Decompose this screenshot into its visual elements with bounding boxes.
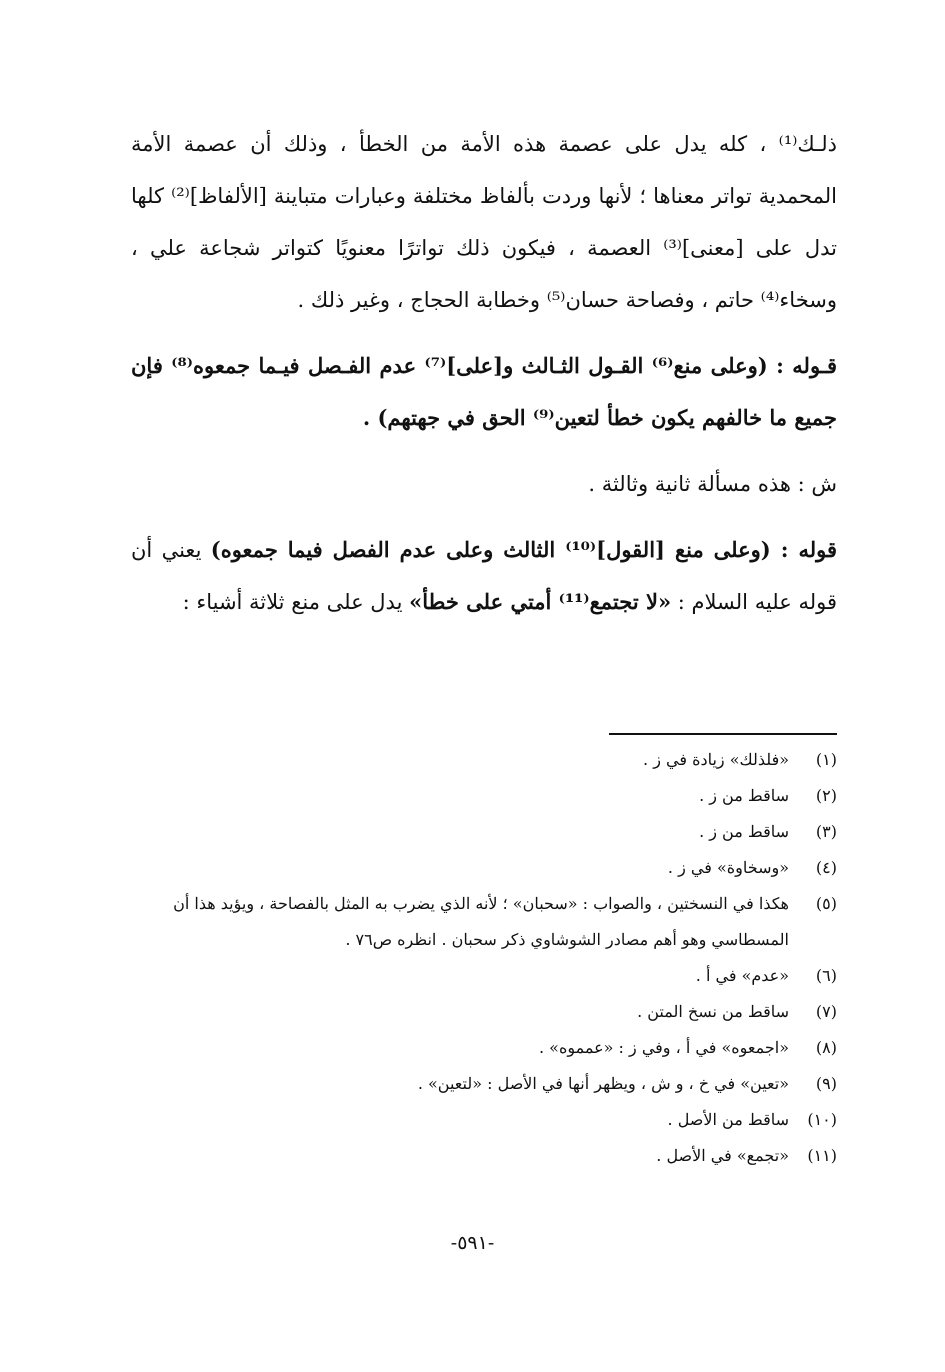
- footnote-divider: [609, 733, 837, 735]
- footnote-number: (٧): [815, 1002, 837, 1021]
- footnote-item: [117, 1102, 837, 1138]
- main-text: [131, 118, 837, 642]
- paragraph-1: ذلـك⁽¹⁾ ، كله يدل على عصمة هذه الأمة من الخطأ ، وذلك أن عصمة الأمة المحمدية تواتر معناها ؛ لأنها وردت بألفاظ مختلفة وعبارات متباينة [الألفاظ]⁽²⁾ كلها تدل على [معنى]⁽³⁾ العصمة ، فيكون ذلك تواترًا معنويًا كتواتر شجاعة علي ، وسخاء⁽⁴⁾ حاتم ، وفصاحة حسان⁽⁵⁾ وخطابة الحجاج ، وغير ذلك .: [131, 132, 837, 312]
- paragraph-2-quoted-text: قـوله : (وعلى منع⁽⁶⁾ القـول الثـالث و[على]⁽⁷⁾ عدم الفـصل فيـما جمعوه⁽⁸⁾ فإن جميع ما خالفهم يكون خطأ لتعين⁽⁹⁾ الحق في جهتهم) .: [131, 353, 838, 430]
- footnotes-list: [117, 742, 837, 1174]
- footnote-number: (٤): [815, 858, 837, 877]
- footnote-item: [117, 994, 837, 1030]
- footnote-text: «اجمعوه» في أ ، وفي ز : «عمموه» .: [539, 1038, 789, 1057]
- footnote-number: (٦): [815, 966, 837, 985]
- paragraph-3-commentary: ش : هذه مسألة ثانية وثالثة .: [588, 472, 837, 496]
- footnote-number: (٢): [815, 786, 837, 805]
- paragraph-4: [131, 524, 837, 628]
- paragraph-4-lead: قوله : (وعلى منع [القول]⁽¹⁰⁾ الثالث وعلى عدم الفصل فيما جمعوه): [210, 537, 837, 562]
- footnote-number: (١): [815, 750, 837, 769]
- footnote-number: (١٠): [807, 1110, 837, 1129]
- footnote-text: «عدم» في أ .: [695, 966, 789, 985]
- footnote-item: [117, 742, 837, 778]
- footnote-number: (٨): [815, 1038, 837, 1057]
- footnote-text: «وسخاوة» في ز .: [667, 858, 789, 877]
- footnote-number: (١١): [807, 1146, 837, 1165]
- footnote-text: «تجمع» في الأصل .: [656, 1146, 789, 1165]
- footnote-text: «تعين» في خ ، و ش ، ويظهر أنها في الأصل : «لتعين» .: [417, 1074, 789, 1093]
- footnote-text: هكذا في النسختين ، والصواب : «سحبان» ؛ لأنه الذي يضرب به المثل بالفصاحة ، ويؤيد هذا أن المسطاسي وهو أهم مصادر الشوشاوي ذكر سحبان . انظره ص٧٦ .: [173, 894, 789, 949]
- footnote-item: [117, 1066, 837, 1102]
- footnote-number: (٣): [815, 822, 837, 841]
- footnote-item: [117, 814, 837, 850]
- footnote-item: [117, 958, 837, 994]
- paragraph-4-text-before-quote: يعني أن قوله عليه السلام :: [131, 538, 837, 614]
- footnote-text: ساقط من ز .: [699, 822, 789, 841]
- footnote-item: [117, 778, 837, 814]
- footnote-text: ساقط من الأصل .: [667, 1110, 789, 1129]
- footnote-item: [117, 886, 837, 958]
- paragraph-4-hadith-quote: «لا تجتمع⁽¹¹⁾ أمتي على خطأ»: [409, 589, 672, 614]
- footnote-text: ساقط من نسخ المتن .: [637, 1002, 789, 1021]
- footnote-number: (٩): [815, 1074, 837, 1093]
- footnote-item: [117, 1030, 837, 1066]
- footnote-text: «فلذلك» زيادة في ز .: [643, 750, 789, 769]
- footnote-number: (٥): [815, 894, 837, 913]
- footnote-item: [117, 850, 837, 886]
- paragraph-4-text-after-quote: يدل على منع ثلاثة أشياء :: [182, 590, 410, 614]
- footnote-text: ساقط من ز .: [699, 786, 789, 805]
- page-number: -٥٩١-: [450, 1232, 495, 1254]
- footnote-item: [117, 1138, 837, 1174]
